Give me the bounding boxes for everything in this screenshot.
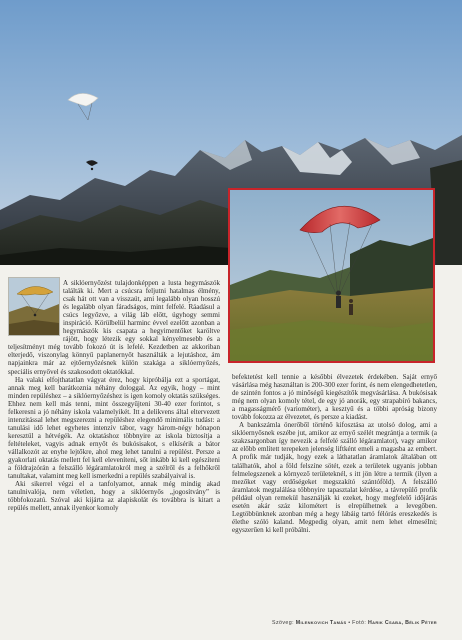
thumbnail-float-spacer bbox=[8, 279, 63, 339]
article-left-column bbox=[8, 279, 220, 512]
paragraph: Aki sikerrel végzi el a tanfolyamot, annak még mindig akad tanulnivalója, nem véletlen, hogy a siklóernyős „jogosítvány” is többfokozatú. Szóval aki kijárta az alapiskolát és továbbra is kitart a repülés mellett, annak ilyenkor komoly bbox=[8, 480, 220, 513]
paragraph-continued: befektetést kell tennie a későbbi élvezetek érdekében. Saját ernyő vásárlása még használtan is 200-300 ezer forint, és nem elengedhetetlen, de szintén fontos a jó minőségű kiegészítők megvásárlása. A bukósisak még nem olyan komoly tétel, de egy jó anorák, egy strapabíró bakancs, a magasságmérő (variométer), a kesztyű és a többi apróság bizony tovább fokozza az élvezetet, és persze a kiadást. bbox=[232, 373, 437, 422]
spectator-person bbox=[349, 299, 353, 315]
paraglider-pilot bbox=[336, 291, 341, 309]
credit-photo-label: Fotó: bbox=[352, 620, 367, 626]
credit-text-label: Szöveg: bbox=[272, 620, 294, 626]
credit-photographers: Harik Csaba, Bélik Péter bbox=[368, 620, 437, 626]
inset-photo-paraglider-launch bbox=[228, 188, 435, 363]
article-right-column bbox=[232, 373, 437, 534]
credit-author: Milenkovich Tamás bbox=[295, 620, 347, 626]
credit-separator: • bbox=[348, 620, 351, 626]
paragraph-lead: A siklóernyőzést tulajdonképpen a lusta hegymászók találták ki. Mert a csúcsra feljutni hatalmas élmény, csak hát ott van a visszaút, ami legalább olyan hosszú és legalább olyan fáradságos, mint felfelé. Ráadásul a csúcs legyőzve, a világ láb előtt, úgyhogy semmi inspiráció. Körülbelül harminc évvel ezelőtt azonban a hegymászók kis csapata a hegyimentőket karöltve rájött, hogy létezik egy sokkal kényelmesebb és a teljesítményt még tovább fokozó út is lefelé. Kezdetben az akkoriban elterjedő, viszonylag könnyű paplanernyőt használták a lejutáshoz, ám napjainkra már az ejtőernyőzésnek külön szakága a siklóernyőzés, speciális ernyővel és szakosodott oktatókkal. bbox=[8, 279, 220, 376]
paragraph: Ha valaki elfojthatatlan vágyat érez, hogy kipróbálja ezt a sportágat, annak meg kell barátkoznia néhány dologgal. Az egyik, hogy – mint minden repüléshez – a siklóernyőzéshez is igen komoly oktatás szükséges. Ehhez nem kell más tenni, mint összegyűjteni 30-40 ezer forintot, s felkeresni a jó néhány iskola valamelyikét. Itt a delikvens által eltervezett intenzitással lehet megszerezni a repüléshez elegendő minimális tudást: a tanulási idő lehet egyhetes intenzív tábor, vagy három-négy hónapon keresztül a hétvégék. Az oktatáshoz többnyire az iskola biztosítja a feltételeket, vagyis adnak ernyőt és bukósisakot, s elkísérik a bátor vállalkozót az enyhe lejtőkre, ahol meg lehet tanulni a repülést. Persze a gyakorlati oktatás mellett fel kell eleveníteni, sőt inkább ki kell egészíteni a földrajzórán a felszálló légáramlatokról meg a szélről és a felhőkről tanultakat, valamint meg kell ismerkedni a repülés szabályaival is. bbox=[8, 375, 220, 481]
paraglider-meadow-image bbox=[230, 190, 433, 361]
author-credit bbox=[232, 620, 437, 626]
paragraph: A bankszámla önerőből történő kifosztása az utolsó dolog, ami a siklóernyősnek eszébe jut, amikor az ernyő szélét megrántja a termik (a szakzsargonban így nevezik a felfelé szálló légáramlatot), vagy amikor az előbb említett terepeken jelenség liftként emeli a magasba az embert. A profik már tudják, hogy ezek a láthatatlan áramlatok általában ott találhatók, ahol a föld felszíne sötét, ezek a területek ugyanis jobban felmelegszenek a környező területeknél, s itt jön létre a termik (ilyen a mezőket vagy erdőségeket megszakító szántóföld). A felszálló áramlatok megtalálása többnyire tapasztalat kérdése, a távrepülő profik például olyan remekül használják ki ezeket, hogy megfelelő időjárás esetén akár száz kilométert is elrepülhetnek a levegőben. Legtöbbünknek azonban még a hegy lábáig tartó félórás ereszkedés is élethe szóló kaland. Megpedig olyan, amit nem lehet elmeséIni; egyszerűen ki kell próbálni. bbox=[232, 421, 437, 534]
